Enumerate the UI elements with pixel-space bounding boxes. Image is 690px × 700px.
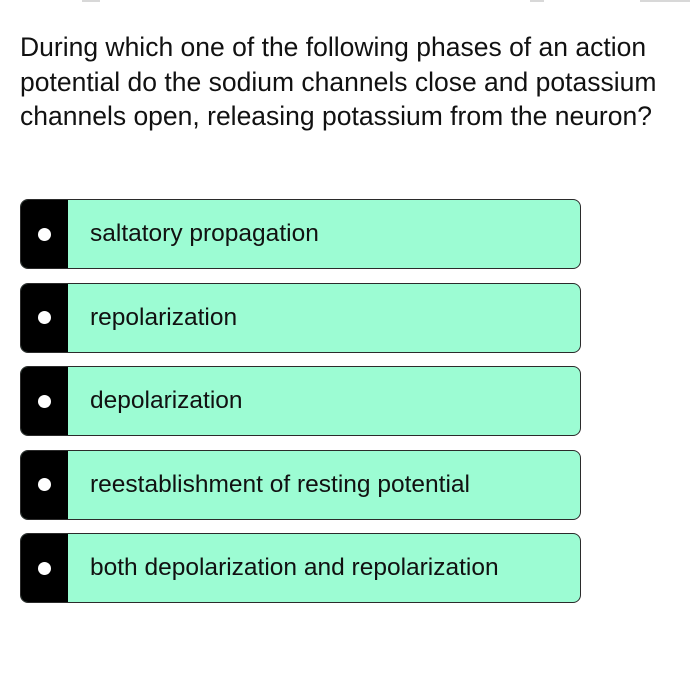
answer-options — [20, 199, 581, 617]
answer-option-2[interactable] — [20, 283, 581, 353]
question-text: During which one of the following phases of an action potential do the sodium channels close and potassium channels open, releasing potassium from the neuron? — [20, 32, 657, 131]
radio-dot-icon — [38, 478, 51, 491]
option-marker — [21, 534, 68, 602]
answer-option-5[interactable] — [20, 533, 581, 603]
radio-dot-icon — [38, 562, 51, 575]
option-marker — [21, 451, 68, 519]
option-label: saltatory propagation — [90, 220, 319, 247]
answer-option-4[interactable] — [20, 450, 581, 520]
option-marker — [21, 200, 68, 268]
option-label: both depolarization and repolarization — [90, 554, 499, 581]
option-marker — [21, 367, 68, 435]
radio-dot-icon — [38, 228, 51, 241]
option-marker — [21, 284, 68, 352]
top-edge-mark — [530, 0, 544, 2]
radio-dot-icon — [38, 311, 51, 324]
answer-option-3[interactable] — [20, 366, 581, 436]
answer-option-1[interactable] — [20, 199, 581, 269]
option-label: repolarization — [90, 303, 238, 331]
top-edge-mark — [640, 0, 690, 2]
option-label: depolarization — [90, 387, 243, 414]
top-edge-remnant — [0, 0, 690, 8]
top-edge-mark — [82, 0, 100, 2]
option-label: reestablishment of resting potential — [90, 470, 470, 498]
radio-dot-icon — [38, 395, 51, 408]
